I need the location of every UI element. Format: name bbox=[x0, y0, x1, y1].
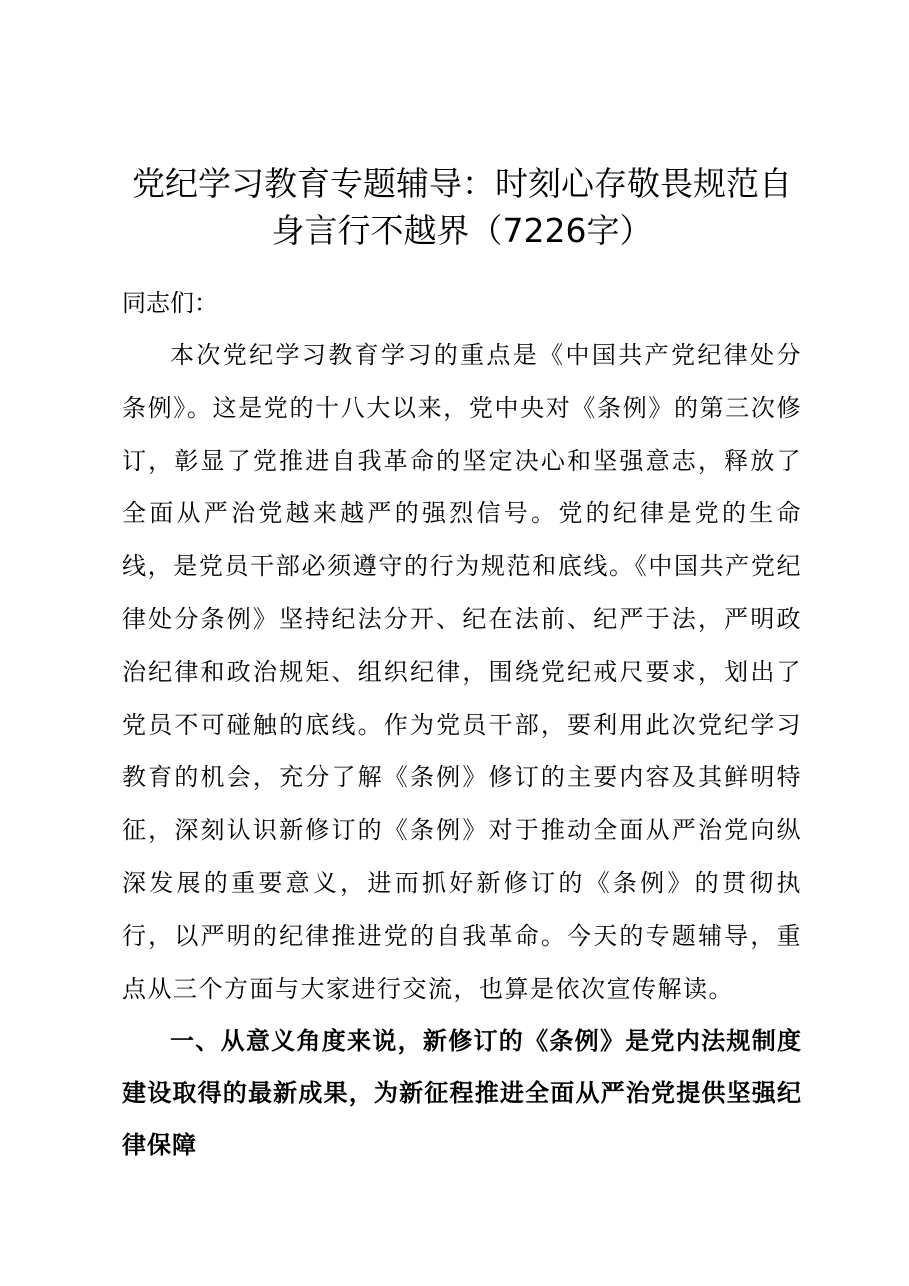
salutation: 同志们： bbox=[122, 289, 218, 317]
intro-paragraph: 本次党纪学习教育学习的重点是《中国共产党纪律处分条例》。这是党的十八大以来，党中央对《条例》的第三次修订，彰显了党推进自我革命的坚定决心和坚强意志，释放了全面从严治党越来越严的强烈信号。党的纪律是党的生命线，是党员干部必须遵守的行为规范和底线。《中国共产党纪律处分条例》坚持纪法分开、纪在法前、纪严于法，严明政治纪律和政治规矩、组织纪律，围绕党纪戒尺要求，划出了党员不可碰触的底线。作为党员干部，要利用此次党纪学习教育的机会，充分了解《条例》修订的主要内容及其鲜明特征，深刻认识新修订的《条例》对于推动全面从严治党向纵深发展的重要意义，进而抓好新修订的《条例》的贯彻执行，以严明的纪律推进党的自我革命。今天的专题辅导，重点从三个方面与大家进行交流，也算是依次宣传解读。 bbox=[122, 341, 802, 1003]
document-page bbox=[122, 160, 802, 1171]
section-heading-1: 一、从意义角度来说，新修订的《条例》是党内法规制度建设取得的最新成果，为新征程推进全面从严治党提供坚强纪律保障 bbox=[122, 1027, 802, 1160]
document-title: 党纪学习教育专题辅导：时刻心存敬畏规范自身言行不越界（7226字） bbox=[132, 164, 792, 250]
